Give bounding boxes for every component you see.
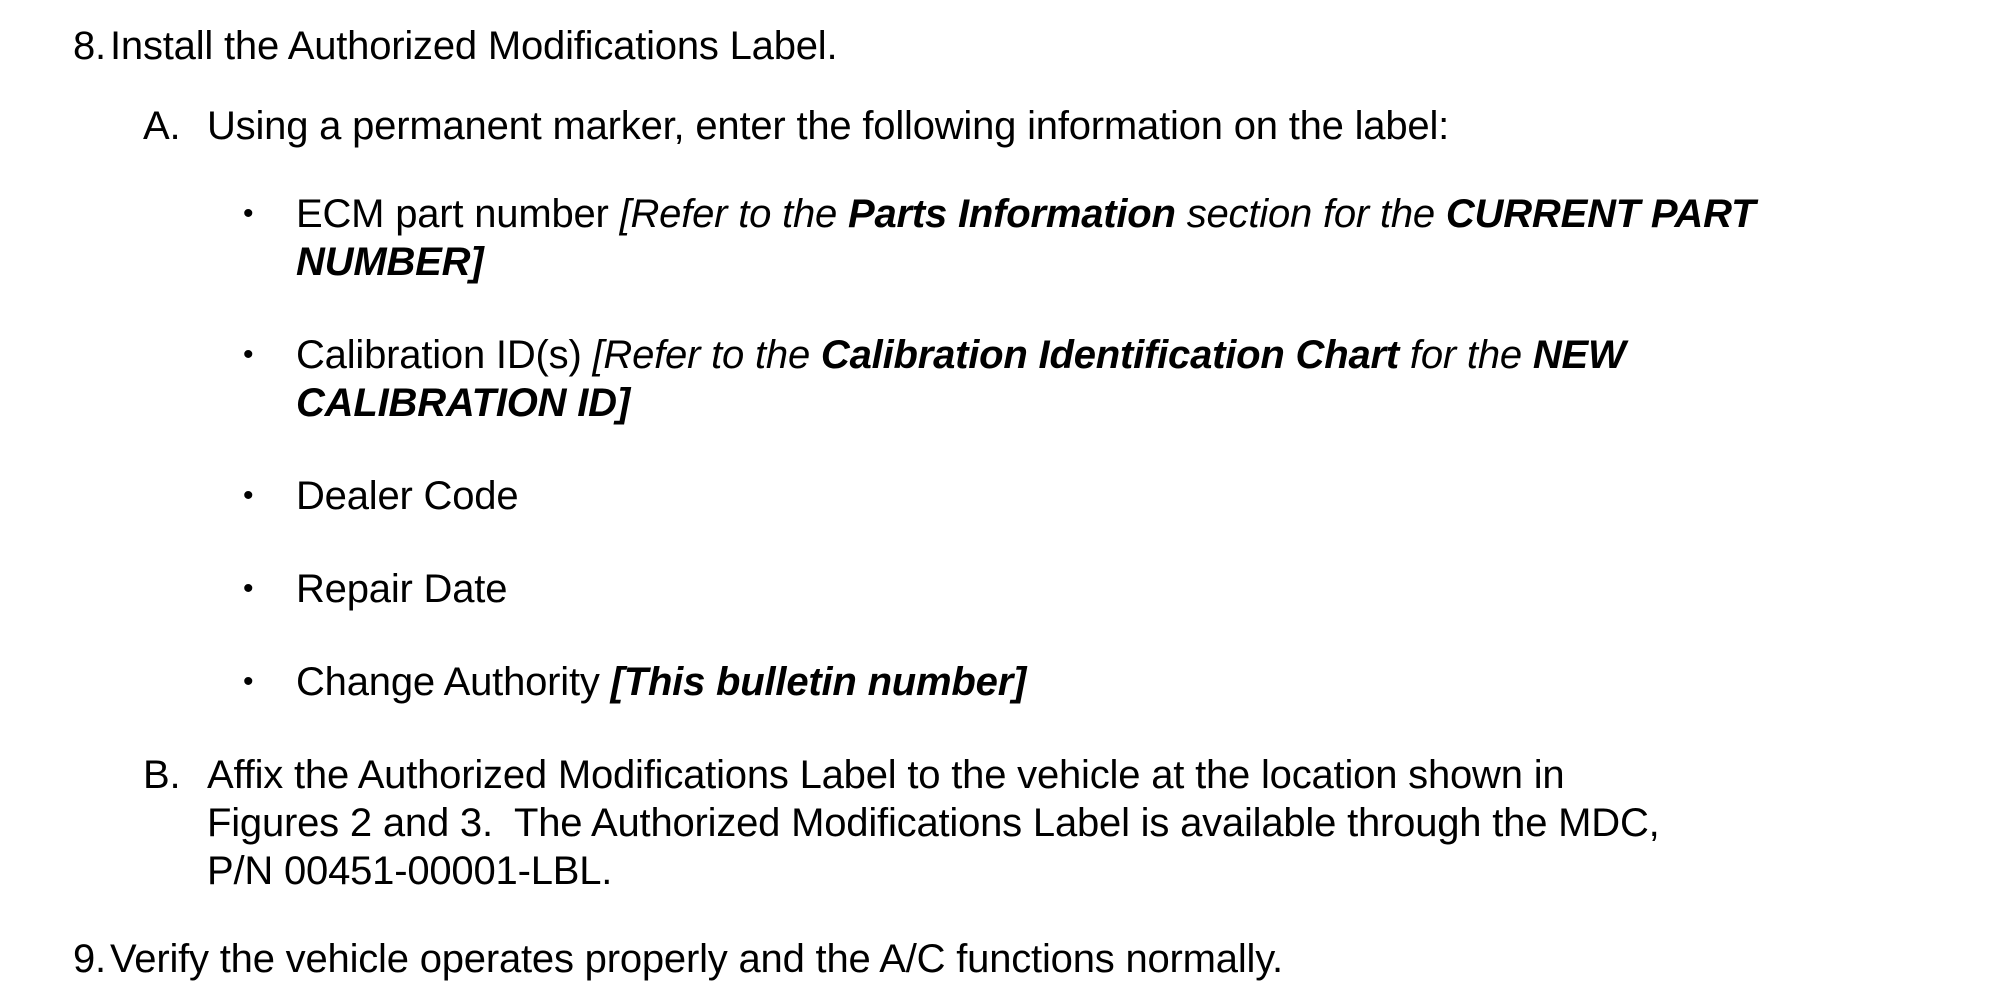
calibration-line-2	[296, 379, 1626, 427]
bullet-icon: •	[243, 665, 254, 698]
substep-b-letter: B.	[143, 753, 181, 797]
bullet-icon: •	[243, 479, 254, 512]
calibration-ref-open: [Refer to the	[592, 333, 821, 377]
step-8	[73, 22, 2001, 70]
step-9-number: 9.	[73, 937, 106, 981]
bullet-item-change-authority	[243, 658, 2001, 706]
calibration-ref-bold2-line2: CALIBRATION ID]	[296, 381, 630, 425]
step-9	[73, 935, 2001, 983]
substep-b-line-1: Affix the Authorized Modifications Label to the vehicle at the location shown in	[207, 753, 1565, 797]
step-8-title: Install the Authorized Modifications Label.	[110, 24, 838, 68]
substep-b-text	[207, 751, 1660, 895]
bullet-text-calibration	[296, 331, 1626, 427]
bullet-icon: •	[243, 338, 254, 371]
substep-b-line-2: Figures 2 and 3. The Authorized Modifications Label is available through the MDC,	[207, 801, 1660, 845]
bullet-item-repair-date	[243, 565, 2001, 613]
change-authority-ref-bold: [This bulletin number]	[610, 660, 1027, 704]
ecm-ref-bold: Parts Information	[848, 192, 1176, 236]
step-9-title: Verify the vehicle operates properly and the A/C functions normally.	[110, 937, 1283, 981]
change-authority-lead: Change Authority	[296, 660, 611, 704]
calibration-ref-bold: Calibration Identification Chart	[820, 333, 1399, 377]
bullet-item-dealer-code	[243, 472, 2001, 520]
substep-a-letter: A.	[143, 104, 181, 148]
bullet-item-calibration	[243, 331, 2001, 427]
ecm-ref-open: [Refer to the	[619, 192, 849, 236]
substep-b	[143, 751, 2001, 895]
bullet-icon: •	[243, 197, 254, 230]
bullet-text-ecm	[296, 190, 1755, 286]
ecm-line-2	[296, 238, 1755, 286]
ecm-lead: ECM part number	[296, 192, 620, 236]
ecm-ref-mid: section for the	[1175, 192, 1446, 236]
substep-b-line-3: P/N 00451-00001-LBL.	[207, 849, 613, 893]
calibration-lead: Calibration ID(s)	[296, 333, 593, 377]
bullet-icon: •	[243, 572, 254, 605]
bullet-text-change-authority	[296, 658, 1026, 706]
step-8-number: 8.	[73, 24, 106, 68]
substep-a	[143, 102, 2001, 150]
bullet-text-dealer-code: Dealer Code	[296, 474, 519, 518]
ecm-ref-bold2-line1: CURRENT PART	[1445, 192, 1756, 236]
calibration-ref-mid: for the	[1399, 333, 1533, 377]
bullet-text-repair-date: Repair Date	[296, 567, 508, 611]
bullet-item-ecm	[243, 190, 2001, 286]
ecm-ref-bold2-line2: NUMBER]	[296, 240, 484, 284]
substep-a-text: Using a permanent marker, enter the following information on the label:	[207, 104, 1450, 148]
calibration-line-1	[296, 331, 1626, 379]
ecm-line-1	[296, 190, 1755, 238]
calibration-ref-bold2-line1: NEW	[1532, 333, 1626, 377]
